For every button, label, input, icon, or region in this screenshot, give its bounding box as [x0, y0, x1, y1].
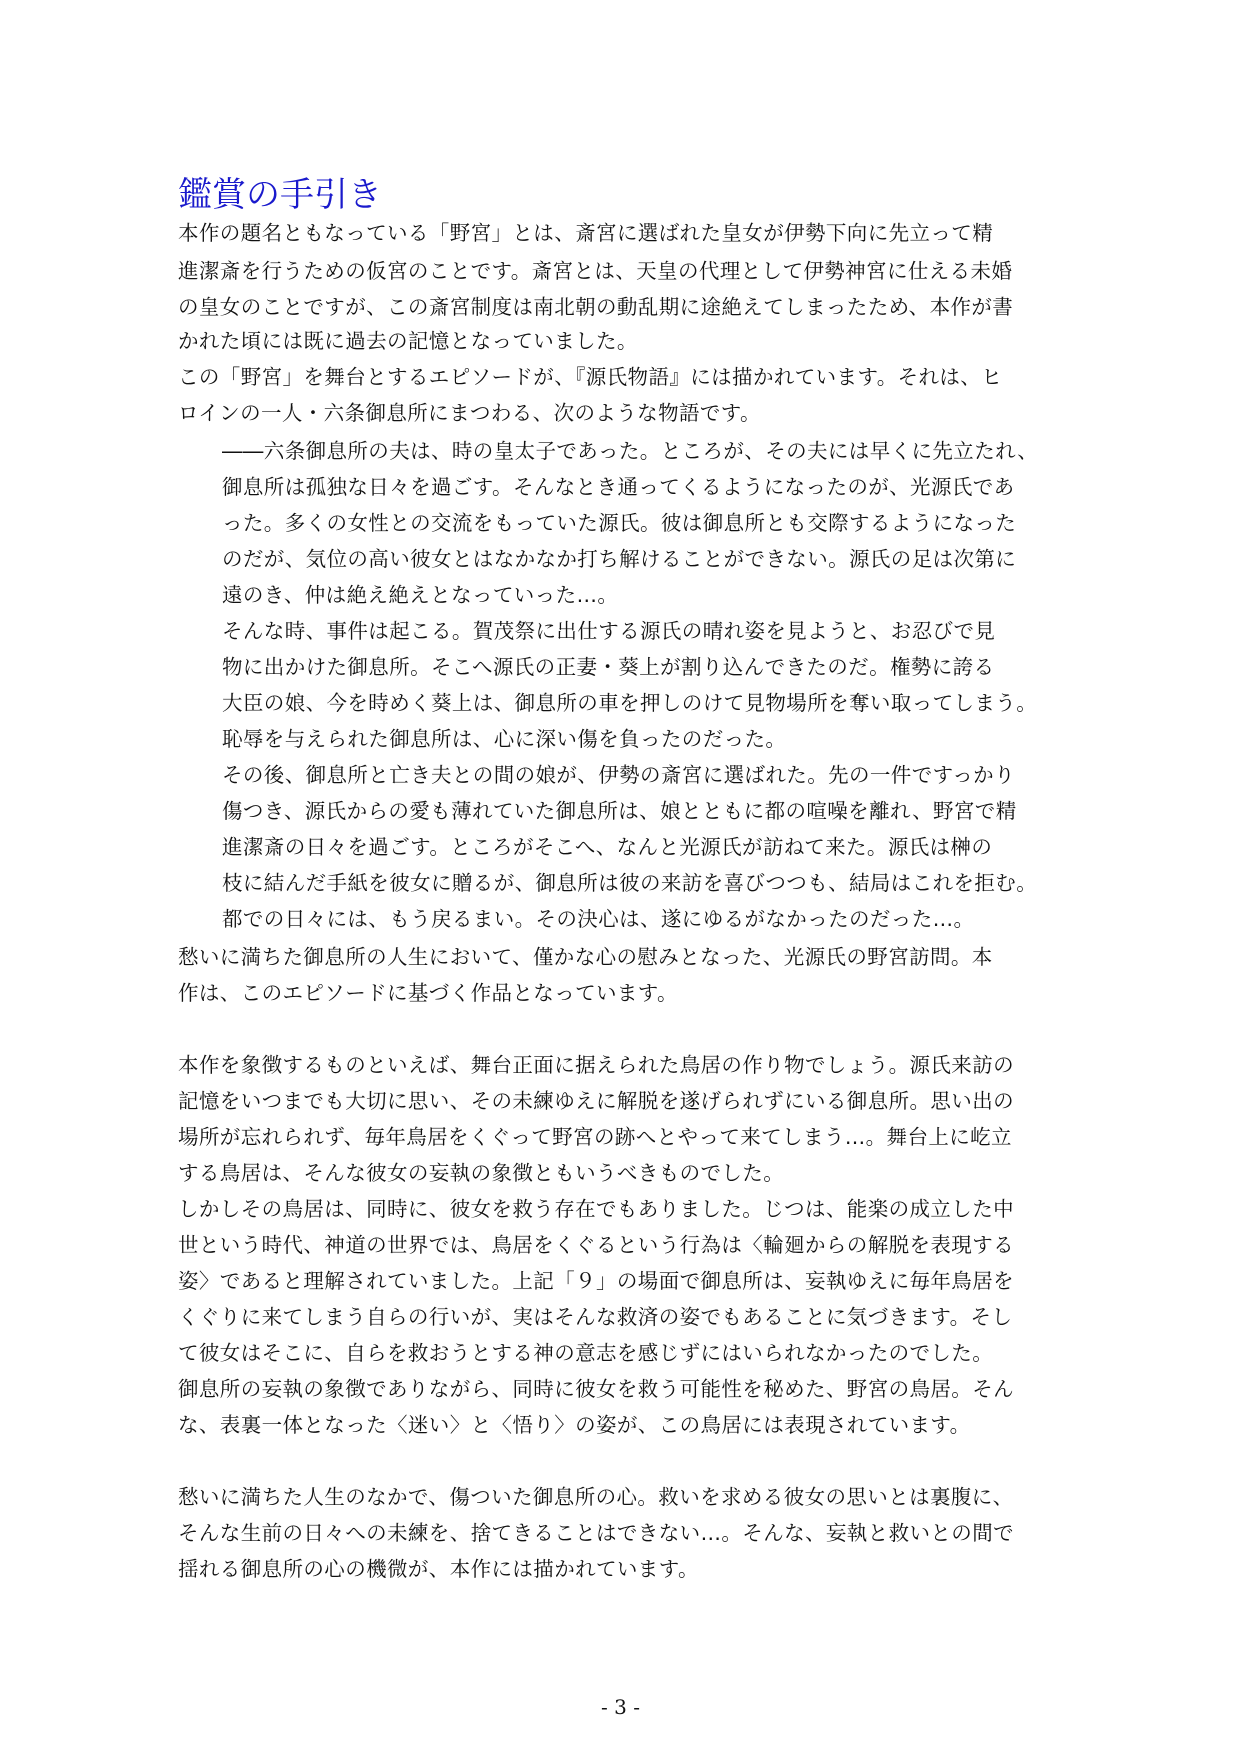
text-line: くぐりに来てしまう自らの行いが、実はそんな救済の姿でもあることに気づきます。そし	[178, 1305, 1013, 1329]
text-line: 物に出かけた御息所。そこへ源氏の正妻・葵上が割り込んできたのだ。権勢に誇る	[222, 655, 995, 679]
section-title: 鑑賞の手引き	[178, 175, 382, 215]
text-line: な、表裏一体となった〈迷い〉と〈悟り〉の姿が、この鳥居には表現されています。	[178, 1413, 971, 1437]
text-line: のだが、気位の高い彼女とはなかなか打ち解けることができない。源氏の足は次第に	[222, 547, 1017, 571]
text-line: そんな時、事件は起こる。賀茂祭に出仕する源氏の晴れ姿を見ようと、お忍びで見	[222, 619, 996, 643]
text-line: の皇女のことですが、この斎宮制度は南北朝の動乱期に途絶えてしまったため、本作が書	[178, 295, 1014, 319]
text-line: 世という時代、神道の世界では、鳥居をくぐるという行為は〈輪廻からの解脱を表現する	[178, 1233, 1014, 1257]
text-line: かれた頃には既に過去の記憶となっていました。	[178, 329, 638, 353]
text-line: する鳥居は、そんな彼女の妄執の象徴ともいうべきものでした。	[178, 1161, 785, 1185]
text-line: 本作を象徴するものといえば、舞台正面に据えられた鳥居の作り物でしょう。源氏来訪の	[178, 1053, 1014, 1077]
text-line: この「野宮」を舞台とするエピソードが、『源氏物語』には描かれています。それは、ヒ	[178, 365, 1003, 389]
text-line: しかしその鳥居は、同時に、彼女を救う存在でもありました。じつは、能楽の成立した中	[178, 1197, 1014, 1221]
text-line: 愁いに満ちた御息所の人生において、僅かな心の慰みとなった、光源氏の野宮訪問。本	[178, 945, 993, 969]
text-line: 姿〉であると理解されていました。上記「９」の場面で御息所は、妄執ゆえに毎年鳥居を	[178, 1269, 1014, 1293]
text-line: 場所が忘れられず、毎年鳥居をくぐって野宮の跡へとやって来てしまう…。舞台上に屹立	[178, 1125, 1012, 1149]
text-line: 都での日々には、もう戻るまい。その決心は、遂にゆるがなかったのだった…。	[222, 907, 975, 931]
text-line: 愁いに満ちた人生のなかで、傷ついた御息所の心。救いを求める彼女の思いとは裏腹に、	[178, 1485, 1014, 1509]
text-line: 進潔斎の日々を過ごす。ところがそこへ、なんと光源氏が訪ねて来た。源氏は榊の	[222, 835, 993, 859]
text-line: った。多くの女性との交流をもっていた源氏。彼は御息所とも交際するようになった	[222, 511, 1017, 535]
text-line: 進潔斎を行うための仮宮のことです。斎宮とは、天皇の代理として伊勢神宮に仕える未婚	[178, 259, 1013, 283]
text-line: 大臣の娘、今を時めく葵上は、御息所の車を押しのけて見物場所を奪い取ってしまう。	[222, 691, 1038, 715]
text-line: そんな生前の日々への未練を、捨てきることはできない…。そんな、妄執と救いとの間で	[178, 1521, 1014, 1545]
page-number: - 3 -	[601, 1695, 640, 1719]
text-line: 御息所は孤独な日々を過ごす。そんなとき通ってくるようになったのが、光源氏であ	[222, 475, 1015, 499]
text-line: 遠のき、仲は絶え絶えとなっていった…。	[222, 583, 619, 607]
text-line: 作は、このエピソードに基づく作品となっています。	[178, 981, 678, 1005]
text-line: その後、御息所と亡き夫との間の娘が、伊勢の斎宮に選ばれた。先の一件ですっかり	[222, 763, 1015, 787]
text-line: ――六条御息所の夫は、時の皇太子であった。ところが、その夫には早くに先立たれ、	[222, 439, 1039, 463]
text-line: 揺れる御息所の心の機微が、本作には描かれています。	[178, 1557, 699, 1581]
text-line: て彼女はそこに、自らを救おうとする神の意志を感じずにはいられなかったのでした。	[178, 1341, 994, 1365]
text-line: 本作の題名ともなっている「野宮」とは、斎宮に選ばれた皇女が伊勢下向に先立って精	[178, 221, 994, 245]
text-line: 枝に結んだ手紙を彼女に贈るが、御息所は彼の来訪を喜びつつも、結局はこれを拒む。	[222, 871, 1038, 895]
text-line: 記憶をいつまでも大切に思い、その未練ゆえに解脱を遂げられずにいる御息所。思い出の	[178, 1089, 1014, 1113]
text-line: ロインの一人・六条御息所にまつわる、次のような物語です。	[178, 401, 761, 425]
text-line: 恥辱を与えられた御息所は、心に深い傷を負ったのだった。	[222, 727, 787, 751]
text-line: 御息所の妄執の象徴でありながら、同時に彼女を救う可能性を秘めた、野宮の鳥居。そん	[178, 1377, 1014, 1401]
text-line: 傷つき、源氏からの愛も薄れていた御息所は、娘とともに都の喧噪を離れ、野宮で精	[222, 799, 1017, 823]
